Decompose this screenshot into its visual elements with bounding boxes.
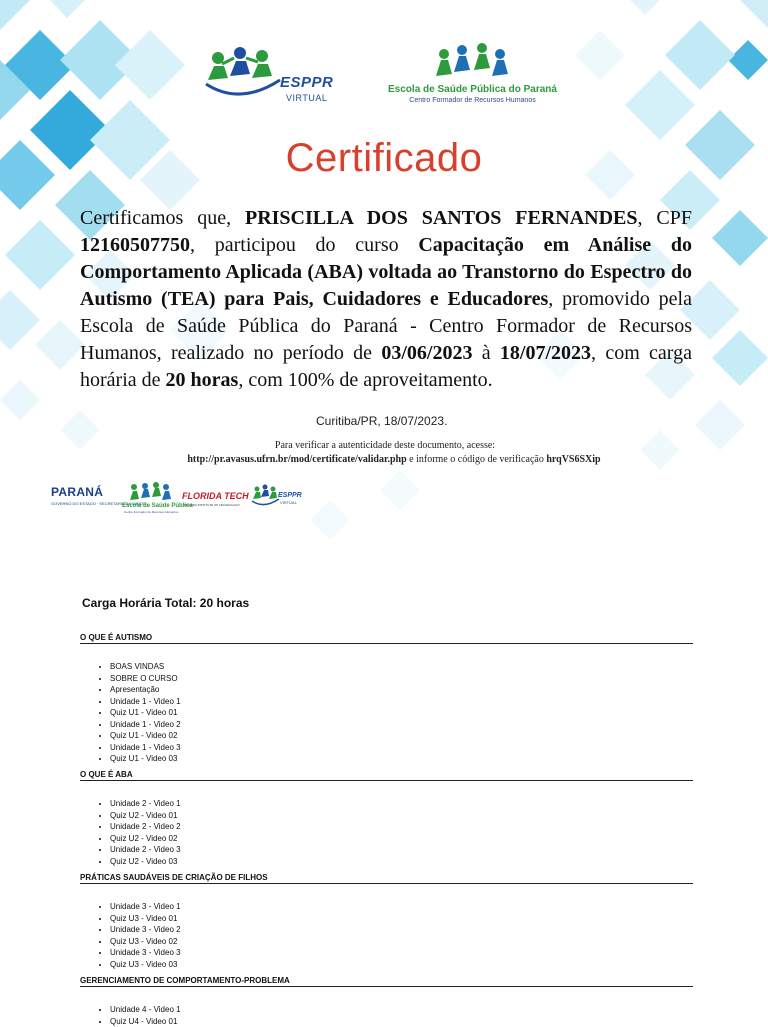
content-section (80, 976, 693, 1027)
list-item: • Unidade 2 - Video 3 (110, 844, 693, 856)
content-section (80, 633, 693, 765)
esppr-figures-icon (200, 44, 284, 102)
list-item: • Unidade 1 - Video 3 (110, 742, 693, 754)
florida-tech-logo (182, 484, 248, 514)
footer-logos (48, 482, 318, 518)
section-items (80, 661, 693, 765)
list-item: • Quiz U1 - Video 02 (110, 730, 693, 742)
section-items (80, 901, 693, 970)
list-item: • Quiz U2 - Video 01 (110, 810, 693, 822)
parana-sub: GOVERNO DO ESTADO · SECRETARIA DA SAÚDE (51, 501, 146, 506)
esp-figures-icon (432, 42, 512, 82)
body-text-2: , CPF (638, 207, 692, 229)
footer-esp-logo (118, 482, 178, 518)
body-text-1: Certificamos que, (80, 207, 245, 229)
list-item: • Unidade 3 - Video 1 (110, 901, 693, 913)
body-text-3: , participou do curso (190, 234, 418, 256)
list-item: • Unidade 2 - Video 1 (110, 798, 693, 810)
certificate-body (80, 205, 692, 394)
parana-word: PARANÁ (51, 485, 103, 499)
body-text-5: à (472, 342, 499, 364)
section-items (80, 798, 693, 867)
section-title: GERENCIAMENTO DE COMPORTAMENTO-PROBLEMA (80, 976, 693, 987)
body-text-4: , promovido pela Escola de Saúde Pública do Paraná - Centro Formador de Recursos Humanos, realizado no período de (80, 288, 692, 364)
list-item: • Quiz U1 - Video 01 (110, 707, 693, 719)
verify-url[interactable]: http://pr.avasus.ufrn.br/mod/certificate/validar.php (187, 454, 406, 465)
footer-esp-figures-icon (128, 482, 172, 502)
list-item: • Quiz U3 - Video 02 (110, 936, 693, 948)
list-item: • Unidade 3 - Video 2 (110, 924, 693, 936)
content-section (80, 873, 693, 970)
esp-logo-title: Escola de Saúde Pública do Paraná (380, 84, 565, 95)
footer-esppr-figures-icon (250, 484, 280, 508)
list-item: • Quiz U2 - Video 02 (110, 833, 693, 845)
section-title: O QUE É ABA (80, 770, 693, 781)
esppr-virtual: VIRTUAL (286, 93, 327, 103)
course-hours: 20 horas (166, 369, 239, 391)
body-text-7: , com 100% de aproveitamento. (238, 369, 492, 391)
florida-sub: FLORIDA INSTITUTE OF TECHNOLOGY (184, 503, 240, 507)
body-text-6: , com carga horária de (80, 342, 692, 391)
certificate-title: Certificado (0, 136, 768, 181)
footer-esppr-word: ESPPR (278, 492, 302, 499)
end-date: 18/07/2023 (500, 342, 591, 364)
footer-esppr-logo (250, 482, 316, 514)
list-item: • Unidade 4 - Video 1 (110, 1004, 693, 1016)
verify-line (0, 454, 768, 465)
list-item: • Unidade 2 - Video 2 (110, 821, 693, 833)
footer-esp-sub: Centro Formador de Recursos Humanos (124, 510, 178, 514)
participant-name: PRISCILLA DOS SANTOS FERNANDES (245, 207, 638, 229)
verify-code: hrqVS6SXip (546, 454, 600, 465)
section-title: O QUE É AUTISMO (80, 633, 693, 644)
list-item: • Quiz U1 - Video 03 (110, 753, 693, 765)
verify-instructions: Para verificar a autenticidade deste documento, acesse: (0, 440, 768, 451)
course-name: Capacitação em Análise do Comportamento Aplicada (ABA) voltada ao Transtorno do Espectro do Autismo (TEA) para Pais, Cuidadores e Educadores (80, 234, 692, 310)
list-item: • Quiz U4 - Video 01 (110, 1016, 693, 1027)
participant-cpf: 12160507750 (80, 234, 190, 256)
section-title: PRÁTICAS SAUDÁVEIS DE CRIAÇÃO DE FILHOS (80, 873, 693, 884)
list-item: • Unidade 1 - Video 1 (110, 696, 693, 708)
list-item: • Quiz U3 - Video 01 (110, 913, 693, 925)
footer-esppr-virtual: VIRTUAL (280, 500, 297, 505)
list-item: • SOBRE O CURSO (110, 673, 693, 685)
esppr-word: ESPPR (280, 74, 333, 91)
list-item: • Apresentação (110, 684, 693, 696)
esp-logo-subtitle: Centro Formador de Recursos Humanos (380, 97, 565, 104)
city-date: Curitiba/PR, 18/07/2023. (316, 414, 447, 428)
list-item: • Unidade 3 - Video 3 (110, 947, 693, 959)
florida-word: FLORIDA TECH (182, 491, 249, 501)
list-item: • Quiz U3 - Video 03 (110, 959, 693, 971)
list-item: • BOAS VINDAS (110, 661, 693, 673)
content-section (80, 770, 693, 867)
esp-parana-logo (380, 40, 565, 110)
total-hours: Carga Horária Total: 20 horas (82, 596, 249, 610)
list-item: • Quiz U2 - Video 03 (110, 856, 693, 868)
start-date: 03/06/2023 (381, 342, 472, 364)
footer-esp-title: Escola de Saúde Pública (122, 503, 193, 509)
list-item: • Unidade 1 - Video 2 (110, 719, 693, 731)
esppr-virtual-logo (200, 44, 360, 108)
verify-middle-text: e informe o código de verificação (407, 454, 547, 465)
